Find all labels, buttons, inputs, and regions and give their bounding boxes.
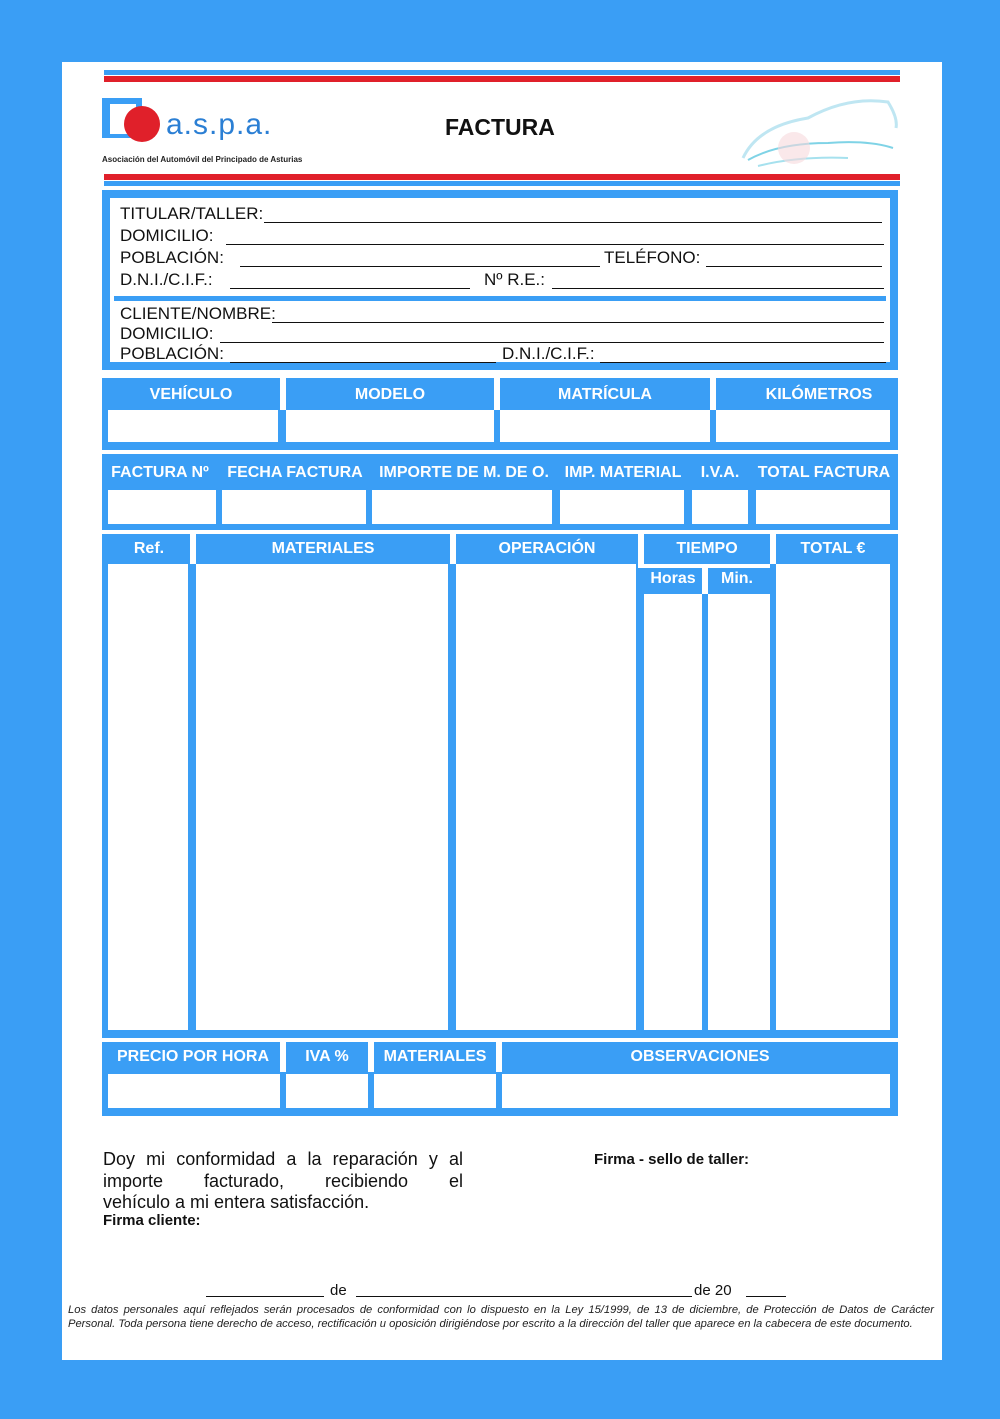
- invoice-page: [62, 62, 942, 1360]
- date-day-field[interactable]: [206, 1296, 324, 1297]
- header-stripe-red: [104, 174, 900, 180]
- logo-red-circle: [124, 106, 160, 142]
- total-factura-cell[interactable]: [756, 490, 890, 524]
- header-iva: I.V.A.: [700, 464, 740, 481]
- nre-field[interactable]: [552, 288, 884, 289]
- header-iva-pct: IVA %: [305, 1048, 349, 1065]
- header-horas: Horas: [650, 570, 696, 587]
- telefono-field[interactable]: [706, 266, 882, 267]
- modelo-cell[interactable]: [286, 410, 494, 442]
- header-factura-no: FACTURA Nº: [111, 464, 209, 481]
- cliente-nombre-label: CLIENTE/NOMBRE:: [120, 304, 276, 323]
- titular-cliente-inner: [110, 198, 890, 362]
- domicilio-label: DOMICILIO:: [120, 226, 214, 245]
- importe-mo-cell[interactable]: [372, 490, 552, 524]
- ref-column[interactable]: [108, 564, 188, 1030]
- header-matricula: MATRÍCULA: [558, 386, 652, 403]
- min-column[interactable]: [708, 594, 770, 1030]
- header-modelo: MODELO: [354, 386, 426, 403]
- cliente-domicilio-label: DOMICILIO:: [120, 324, 214, 343]
- factura-table: [102, 454, 898, 530]
- cliente-dni-label: D.N.I./C.I.F.:: [502, 344, 595, 363]
- imp-material-cell[interactable]: [560, 490, 684, 524]
- vehiculo-table: [102, 378, 898, 450]
- document-title: FACTURA: [445, 114, 555, 140]
- header-tiempo: TIEMPO: [676, 540, 738, 557]
- firma-cliente-label: Firma cliente:: [103, 1212, 201, 1229]
- top-stripe-blue: [104, 70, 900, 75]
- header-gap: [702, 568, 708, 594]
- header-gap: [280, 1042, 286, 1072]
- cliente-dni-field[interactable]: [600, 362, 886, 363]
- dni-label: D.N.I./C.I.F.:: [120, 270, 213, 289]
- kilometros-cell[interactable]: [716, 410, 890, 442]
- header-total-factura: TOTAL FACTURA: [757, 464, 891, 481]
- car-watermark-icon: [738, 88, 900, 178]
- legal-notice: Los datos personales aquí reflejados serán procesados de conformidad con lo dispuesto en la Ley 15/1999, de 13 de diciembre, de Protección de Datos de Carácter Personal. Toda persona tiene derecho de acceso, rectificación u oposición dirigiéndose por escrito a la dirección del taller que aparece en la cabecera de este documento.: [68, 1304, 934, 1330]
- section-divider: [114, 296, 886, 301]
- header-stripe-blue: [104, 181, 900, 186]
- cliente-poblacion-field[interactable]: [230, 362, 496, 363]
- vehiculo-cell[interactable]: [108, 410, 278, 442]
- poblacion-label: POBLACIÓN:: [120, 248, 224, 267]
- nre-label: Nº R.E.:: [484, 270, 545, 289]
- titular-field[interactable]: [264, 222, 882, 223]
- header-kilometros: KILÓMETROS: [765, 386, 873, 403]
- cliente-nombre-field[interactable]: [272, 322, 884, 323]
- header-importe-mo: IMPORTE DE M. DE O.: [379, 464, 549, 481]
- horas-column[interactable]: [644, 594, 702, 1030]
- operacion-column[interactable]: [456, 564, 636, 1030]
- header-gap: [494, 378, 500, 410]
- date-de-label: de: [330, 1282, 347, 1299]
- header-total-eur: TOTAL €: [800, 540, 866, 557]
- header-min: Min.: [721, 570, 753, 587]
- materiales-summary-cell[interactable]: [374, 1074, 496, 1108]
- header-fecha-factura: FECHA FACTURA: [227, 464, 363, 481]
- iva-pct-cell[interactable]: [286, 1074, 368, 1108]
- header-observaciones: OBSERVACIONES: [630, 1048, 770, 1065]
- header-vehiculo: VEHÍCULO: [149, 386, 233, 403]
- precio-hora-cell[interactable]: [108, 1074, 280, 1108]
- header-gap: [496, 1042, 502, 1072]
- header-materiales-summary: MATERIALES: [383, 1048, 487, 1065]
- date-year-field[interactable]: [746, 1296, 786, 1297]
- cliente-poblacion-label: POBLACIÓN:: [120, 344, 224, 363]
- conformidad-text: Doy mi conformidad a la reparación y al importe facturado, recibiendo el: [103, 1149, 463, 1191]
- dni-field[interactable]: [230, 288, 470, 289]
- telefono-label: TELÉFONO:: [604, 248, 701, 267]
- header-gap: [280, 378, 286, 410]
- top-stripe-red: [104, 76, 900, 82]
- header-materiales: MATERIALES: [271, 540, 375, 557]
- factura-no-cell[interactable]: [108, 490, 216, 524]
- matricula-cell[interactable]: [500, 410, 710, 442]
- logo-subtitle: Asociación del Automóvil del Principado de Asturias: [102, 155, 303, 164]
- header-ref: Ref.: [133, 540, 165, 557]
- header-gap: [368, 1042, 374, 1072]
- date-month-field[interactable]: [356, 1296, 692, 1297]
- logo-text: a.s.p.a.: [166, 108, 273, 141]
- observaciones-cell[interactable]: [502, 1074, 890, 1108]
- titular-label: TITULAR/TALLER:: [120, 204, 264, 223]
- conformidad-text-last: vehículo a mi entera satisfacción.: [103, 1192, 370, 1212]
- iva-cell[interactable]: [692, 490, 748, 524]
- fecha-factura-cell[interactable]: [222, 490, 366, 524]
- titular-cliente-box: [102, 190, 898, 370]
- header-imp-material: IMP. MATERIAL: [564, 464, 682, 481]
- header-gap: [710, 378, 716, 410]
- date-year-label: de 20: [694, 1282, 732, 1299]
- header-precio-hora: PRECIO POR HORA: [116, 1048, 269, 1065]
- firma-taller-label: Firma - sello de taller:: [594, 1151, 750, 1168]
- cliente-domicilio-field[interactable]: [220, 342, 884, 343]
- domicilio-field[interactable]: [226, 244, 884, 245]
- summary-table: [102, 1042, 898, 1116]
- materiales-column[interactable]: [196, 564, 448, 1030]
- total-column[interactable]: [776, 564, 890, 1030]
- items-table: [102, 534, 898, 1038]
- poblacion-field[interactable]: [240, 266, 600, 267]
- header-operacion: OPERACIÓN: [498, 540, 596, 557]
